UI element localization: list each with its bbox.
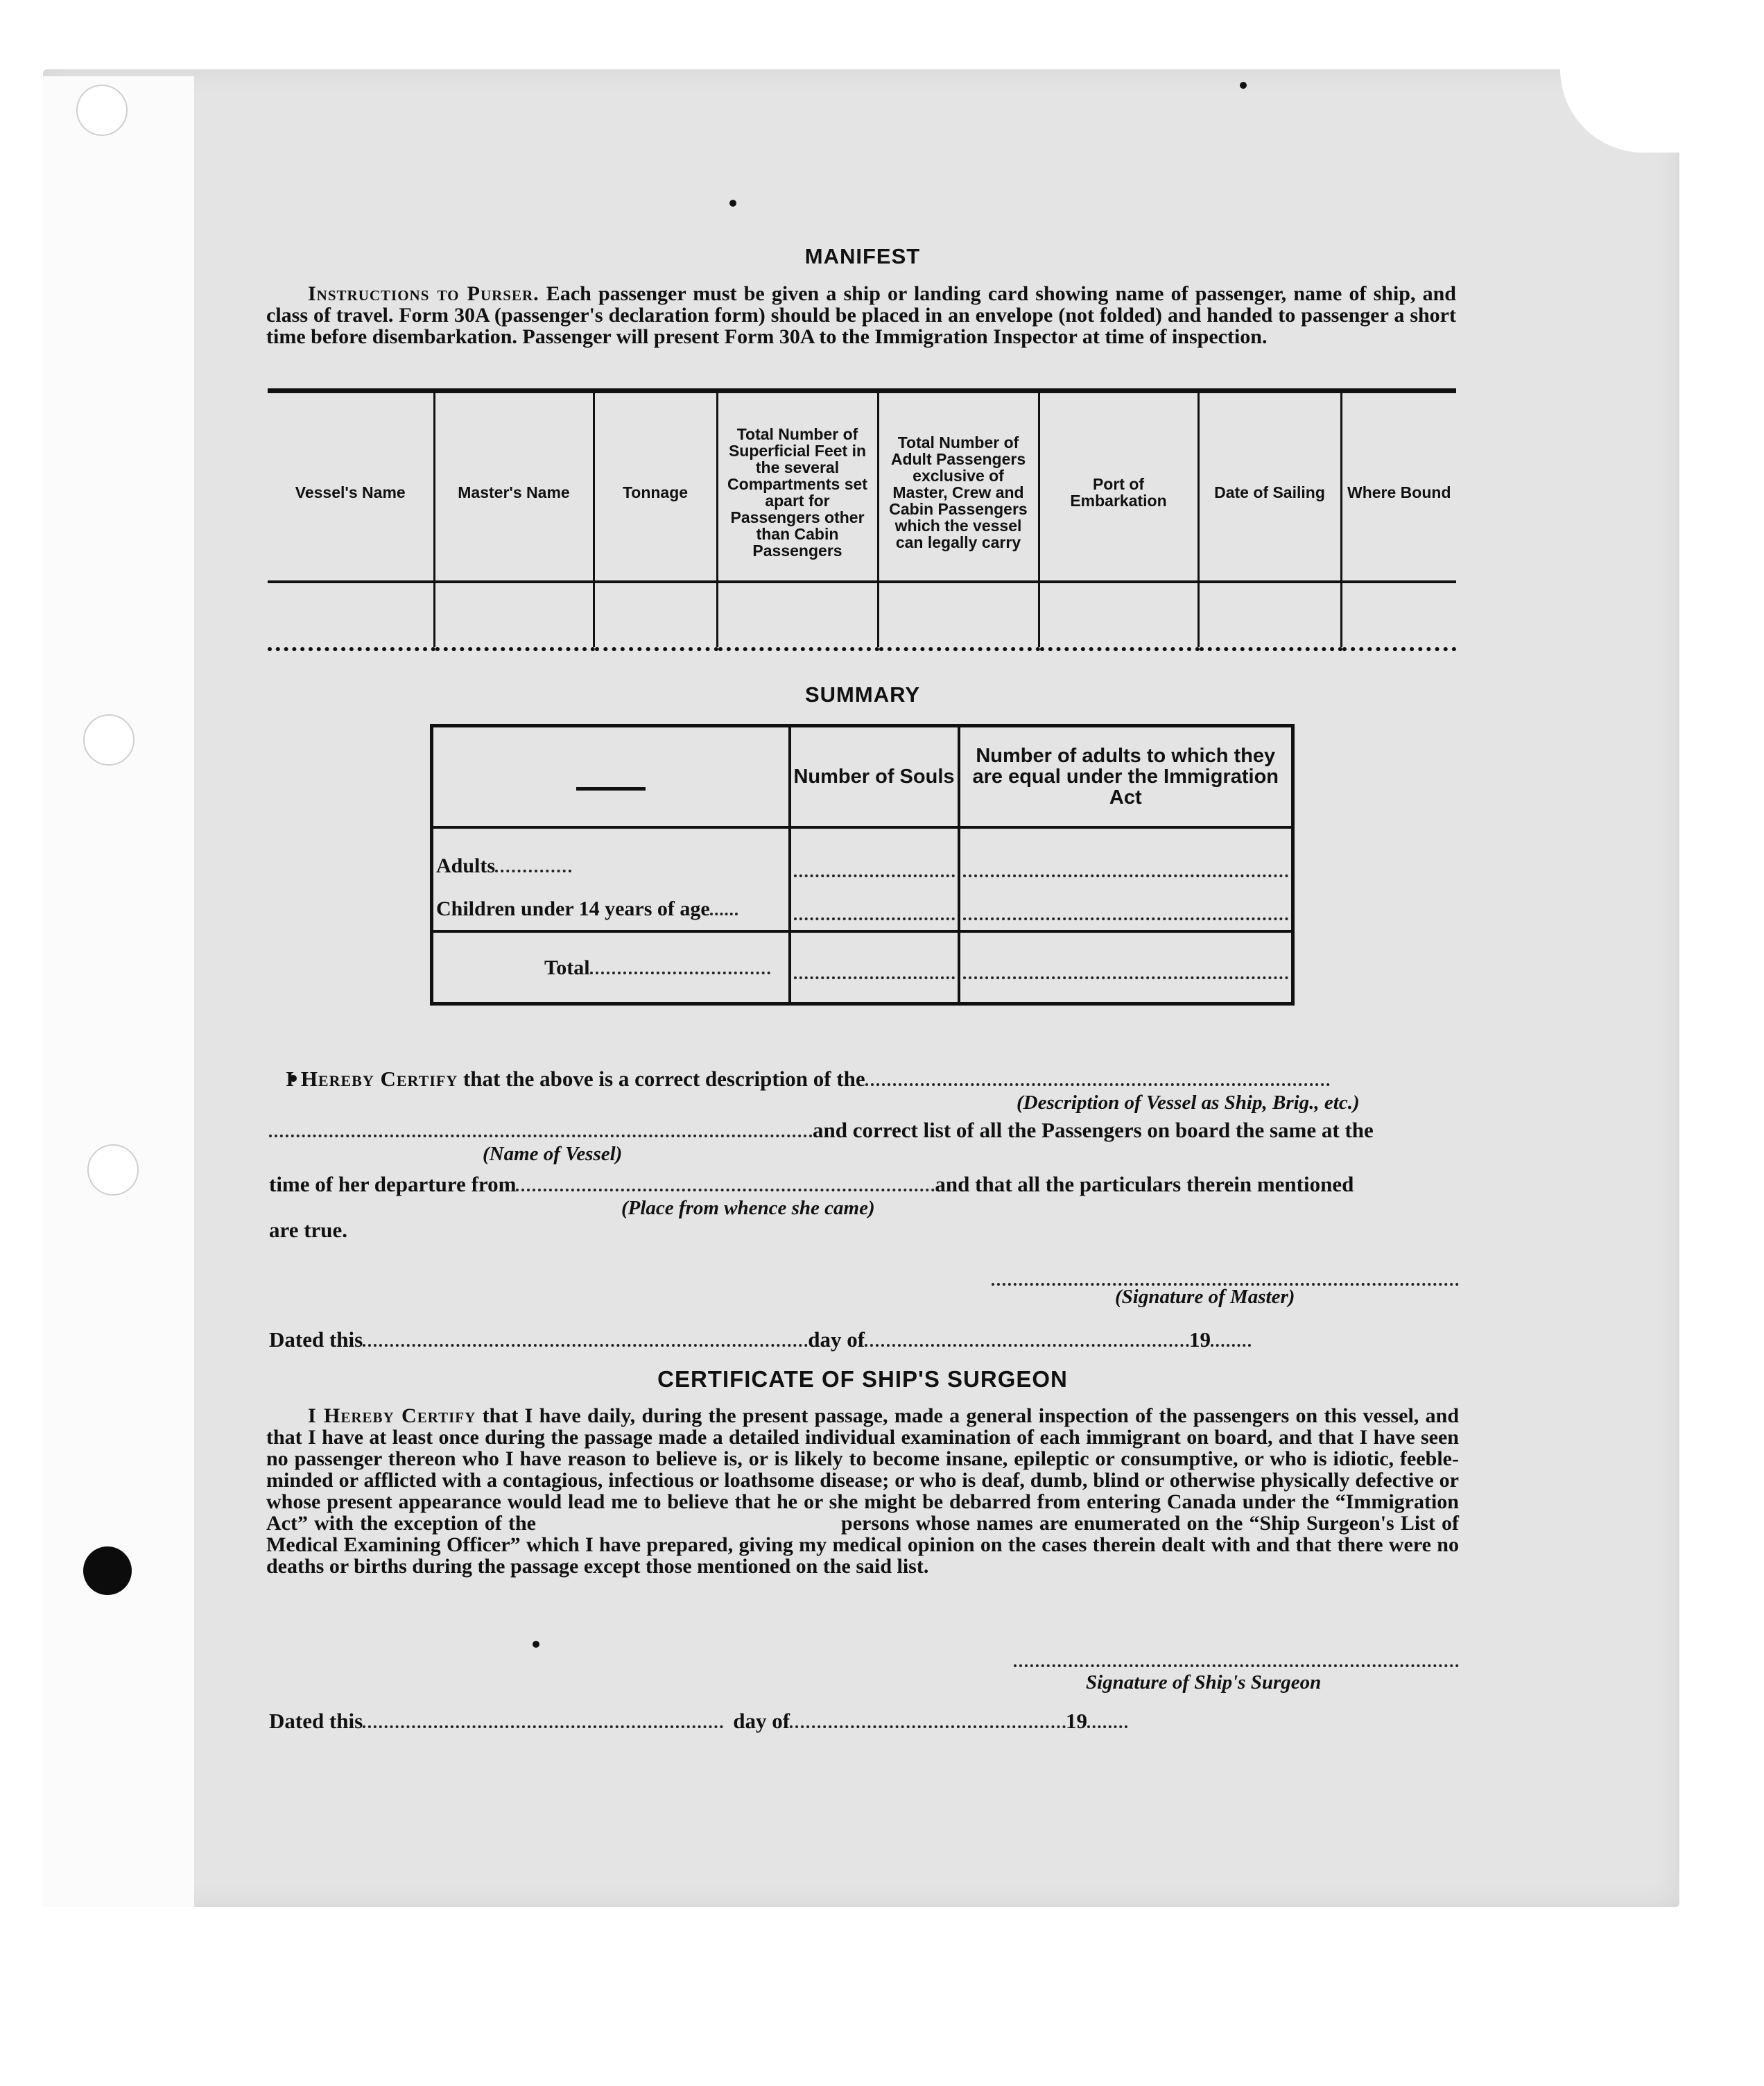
year-field[interactable] [1087,1709,1127,1728]
year-field[interactable] [1211,1327,1251,1347]
certify-line-3 [269,1172,1354,1197]
month-field[interactable] [865,1327,1189,1347]
surgeon-text-a: that I have daily, during the present passage, made a general inspection of the passengers on this vessel, and that I have at least once during the passage made a detailed individual examination of each immigrant on board, and that I have seen no passenger thereon who I have reason to believe is, or is likely to become insane, epileptic or consumptive, or who is idiotic, feeble-minded or afflicted with a contagious, infectious or loathsome disease; or who is deaf, dumb, blind or otherwise physically defective or whose present appearance would lead me to believe that he or she might be debarred from entering Canada under the “Immigration Act” with the exception of the [266,1404,1460,1535]
column-header: Where Bound [1341,391,1456,583]
row-label [432,844,790,887]
summary-row-children [432,887,1293,931]
entry-cell[interactable] [1039,582,1198,649]
caption-signature-surgeon: Signature of Ship's Surgeon [1086,1671,1322,1693]
dated-label: Dated this [269,1327,363,1352]
adults-equal-header: Number of adults to which they are equal under the Immigration Act [959,726,1293,828]
ink-blot [83,1546,132,1595]
speck [1240,82,1247,89]
souls-header: Number of Souls [790,726,959,828]
total-label: Total [544,956,590,979]
day-of-label: day of [733,1709,790,1733]
certify-text: and correct list of all the Passengers on board the same at the [813,1118,1374,1142]
vessel-name-field[interactable] [269,1118,813,1137]
adults-equal-cell[interactable] [959,887,1293,931]
adults-equal-cell[interactable] [959,931,1293,1004]
certify-line-1 [286,1067,1330,1092]
dated-field[interactable] [363,1709,723,1728]
manifest-entry-row [268,582,1456,649]
summary-table [430,724,1295,1006]
dated-field[interactable] [363,1327,808,1347]
caption-place: (Place from whence she came) [621,1197,875,1219]
column-header: Port of Embarkation [1039,391,1198,583]
instructions-text: Each passenger must be given a ship or landing card showing name of passenger, name of ship, and class of travel. Form 30A (passenger's declaration form) should be placed in an envelope (not folded) and handed to passenger a short time before disembarkation. Passenger will present Form 30A to the Immigration Inspector at time of inspection. [266,282,1456,348]
caption-description: (Description of Vessel as Ship, Brig., etc.) [1017,1092,1360,1114]
blank-header [432,726,790,828]
certify-text: time of her departure from [269,1172,517,1196]
header-dash [576,787,646,791]
column-header: Date of Sailing [1198,391,1341,583]
surgeon-paragraph [266,1405,1459,1577]
column-header: Tonnage [594,391,717,583]
surgeon-dated-line [269,1709,1127,1734]
summary-title: SUMMARY [804,682,920,707]
certify-line-2 [269,1118,1374,1143]
punch-hole [83,714,135,766]
year-label: 19 [1066,1709,1088,1733]
instructions-label: Instructions to Purser. [308,282,539,305]
surgeon-title: CERTIFICATE OF SHIP'S SURGEON [657,1366,1068,1392]
manifest-header-row [268,391,1456,583]
column-header: Total Number of Superficial Feet in the several Compartments set apart for Passengers other than Cabin Passengers [717,391,878,583]
vessel-description-field[interactable] [865,1067,1330,1086]
surgeon-text-b: persons whose names are enumerated on the “Ship Surgeon's List of Medical Examining Officer” which I have prepared, giving my medical opinion on the cases therein dealt with and that there were no deaths or births during the passage except those mentioned on the said list. [266,1512,1460,1578]
row-label [432,887,790,931]
dated-label: Dated this [269,1709,363,1733]
entry-cell[interactable] [594,582,717,649]
entry-cell[interactable] [1341,582,1456,649]
certify-line-4: are true. [269,1218,348,1242]
certify-text: and that all the particulars therein mentioned [935,1172,1354,1196]
punch-hole [76,85,128,136]
departure-place-field[interactable] [516,1172,935,1191]
row-label [432,931,790,1004]
column-header: Total Number of Adult Passengers exclusive of Master, Crew and Cabin Passengers which the vessel can legally carry [878,391,1039,583]
master-dated-line [269,1327,1251,1352]
surgeon-lead: I Hereby Certify [308,1404,476,1427]
speck [729,200,736,207]
manifest-table [268,388,1456,651]
manifest-title: MANIFEST [804,244,921,268]
souls-cell[interactable] [790,844,959,887]
entry-cell[interactable] [268,582,434,649]
speck [533,1641,539,1648]
column-header: Vessel's Name [268,391,434,583]
certify-lead: I Hereby Certify [286,1067,458,1091]
caption-vessel-name: (Name of Vessel) [483,1143,623,1165]
month-field[interactable] [790,1709,1066,1728]
caption-signature-master: (Signature of Master) [1115,1286,1295,1308]
purser-instructions [266,283,1456,347]
souls-cell[interactable] [790,931,959,1004]
day-of-label: day of [808,1327,865,1352]
year-label: 19 [1189,1327,1211,1352]
entry-cell[interactable] [717,582,878,649]
entry-cell[interactable] [1198,582,1341,649]
punch-hole [87,1144,139,1196]
summary-header-row [432,726,1293,828]
adults-label: Adults [436,854,496,877]
souls-cell[interactable] [790,887,959,931]
surgeon-signature-line[interactable] [1014,1648,1459,1673]
certify-text: that the above is a correct description of the [458,1067,865,1091]
summary-row-total [432,931,1293,1004]
children-label: Children under 14 years of age [436,897,710,920]
entry-cell[interactable] [878,582,1039,649]
summary-row-adults [432,844,1293,887]
adults-equal-cell[interactable] [959,844,1293,887]
entry-cell[interactable] [434,582,594,649]
column-header: Master's Name [434,391,594,583]
binding-strip [43,76,194,1907]
